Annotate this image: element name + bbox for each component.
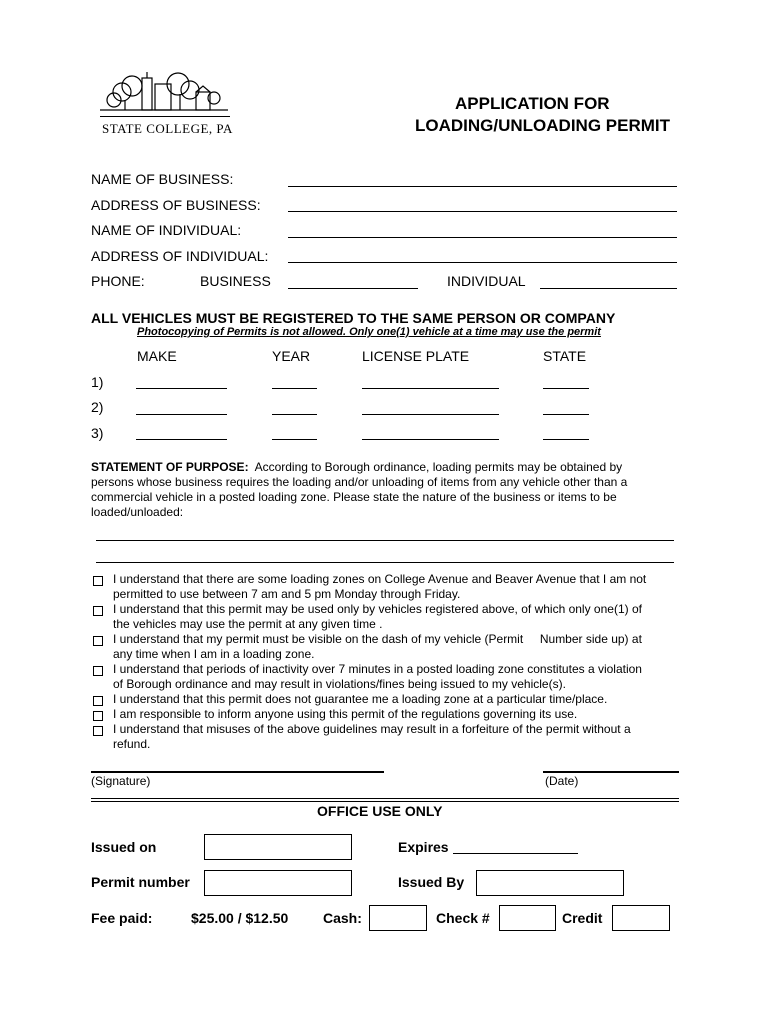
acknowledgement-checkbox[interactable] [93,711,103,721]
fee-amount: $25.00 / $12.50 [191,910,289,926]
acknowledgement-text [113,632,678,662]
acknowledgement-line: I understand that this permit may be used only by vehicles registered above, of which only one(1) of [113,602,642,616]
title-line1: APPLICATION FOR [455,94,610,113]
check-label: Check # [436,910,490,926]
address-of-individual-field[interactable] [288,262,677,263]
acknowledgement-line: I understand that misuses of the above guidelines may result in a forfeiture of the permit without a [113,722,631,736]
signature-field[interactable] [91,771,384,773]
acknowledgement-text [113,662,678,692]
acknowledgement-line: I understand that my permit must be visible on the dash of my vehicle (Permit Number side up) at [113,632,642,646]
logo-rule [100,116,230,117]
phone-business-label: BUSINESS [200,273,271,289]
fee-paid-label: Fee paid: [91,910,153,926]
phone-individual-field[interactable] [540,288,677,289]
acknowledgement-line: I understand that there are some loading zones on College Avenue and Beaver Avenue that I am not [113,572,647,586]
phone-label: PHONE: [91,273,145,289]
acknowledgement-line: permitted to use between 7 am and 5 pm Monday through Friday. [113,587,461,601]
date-label: (Date) [545,774,579,788]
office-use-heading: OFFICE USE ONLY [317,803,443,819]
skyline-illustration [100,70,245,122]
permit-number-label: Permit number [91,874,190,890]
acknowledgement-text [113,722,678,752]
vehicle-row-number: 1) [91,374,104,390]
vehicles-heading: ALL VEHICLES MUST BE REGISTERED TO THE SAME PERSON OR COMPANY [91,310,616,326]
acknowledgement-line: I am responsible to inform anyone using this permit of the regulations governing its use. [113,707,578,721]
vehicle2-plate-field[interactable] [362,414,499,415]
address-of-individual-label: ADDRESS OF INDIVIDUAL: [91,248,269,264]
acknowledgement-checkbox[interactable] [93,666,103,676]
vehicle1-plate-field[interactable] [362,388,499,389]
acknowledgement-checkbox[interactable] [93,606,103,616]
vehicle2-year-field[interactable] [272,414,317,415]
col-make: MAKE [137,348,177,364]
acknowledgement-line: I understand that periods of inactivity over 7 minutes in a posted loading zone constitutes a violation [113,662,642,676]
purpose-text: According to Borough ordinance, loading permits may be obtained by [254,460,623,474]
acknowledgement-checkbox[interactable] [93,636,103,646]
purpose-line2: persons whose business requires the loading and/or unloading of items from any vehicle other than a [91,475,628,489]
vehicle-row-number: 3) [91,425,104,441]
signature-label: (Signature) [91,774,151,788]
acknowledgement-checkbox[interactable] [93,576,103,586]
vehicle3-plate-field[interactable] [362,439,499,440]
vehicle1-state-field[interactable] [543,388,589,389]
vehicle1-make-field[interactable] [136,388,227,389]
acknowledgement-line: the vehicles may use the permit at any given time . [113,617,383,631]
acknowledgement-text [113,602,678,632]
credit-box[interactable] [612,905,670,931]
vehicle3-year-field[interactable] [272,439,317,440]
acknowledgement-checkbox[interactable] [93,726,103,736]
office-divider-top [91,798,679,799]
phone-business-field[interactable] [288,288,418,289]
phone-individual-label: INDIVIDUAL [447,273,526,289]
logo-caption: STATE COLLEGE, PA [102,121,233,136]
purpose-answer-line-1[interactable] [96,540,674,541]
col-year: YEAR [272,348,311,364]
acknowledgement-line: I understand that this permit does not guarantee me a loading zone at a particular time/place. [113,692,608,706]
check-box[interactable] [499,905,556,931]
purpose-line4: loaded/unloaded: [91,505,184,519]
vehicles-note: Photocopying of Permits is not allowed. Only one(1) vehicle at a time may use the permit [137,326,601,338]
name-of-individual-field[interactable] [288,237,677,238]
address-of-business-label: ADDRESS OF BUSINESS: [91,197,261,213]
purpose-line3: commercial vehicle in a posted loading zone. Please state the nature of the business or items to be [91,490,617,504]
address-of-business-field[interactable] [288,211,677,212]
issued-by-box[interactable] [476,870,624,896]
issued-on-label: Issued on [91,839,157,855]
vehicle2-make-field[interactable] [136,414,227,415]
vehicle3-make-field[interactable] [136,439,227,440]
purpose-label: STATEMENT OF PURPOSE: [91,460,249,474]
acknowledgement-text [113,707,678,722]
acknowledgement-line: any time when I am in a loading zone. [113,647,315,661]
date-field[interactable] [543,771,679,773]
expires-label: Expires [398,839,449,855]
cash-box[interactable] [369,905,427,931]
acknowledgement-line: of Borough ordinance and may result in violations/fines being issued to my vehicle(s). [113,677,566,691]
col-license-plate: LICENSE PLATE [362,348,470,364]
acknowledgement-text [113,572,678,602]
acknowledgement-checkbox[interactable] [93,696,103,706]
state-college-logo [100,70,245,140]
vehicle1-year-field[interactable] [272,388,317,389]
purpose-line1 [91,460,622,474]
cash-label: Cash: [323,910,362,926]
credit-label: Credit [562,910,603,926]
permit-number-box[interactable] [204,870,352,896]
title-line2: LOADING/UNLOADING PERMIT [415,116,670,135]
issued-on-box[interactable] [204,834,352,860]
col-state: STATE [543,348,587,364]
name-of-business-field[interactable] [288,186,677,187]
name-of-business-label: NAME OF BUSINESS: [91,171,234,187]
vehicle-row-number: 2) [91,399,104,415]
acknowledgement-line: refund. [113,737,151,751]
expires-field[interactable] [453,853,578,854]
vehicle2-state-field[interactable] [543,414,589,415]
purpose-answer-line-2[interactable] [96,562,674,563]
acknowledgement-text [113,692,678,707]
issued-by-label: Issued By [398,874,465,890]
name-of-individual-label: NAME OF INDIVIDUAL: [91,222,242,238]
office-divider-bottom [91,801,679,802]
vehicle3-state-field[interactable] [543,439,589,440]
